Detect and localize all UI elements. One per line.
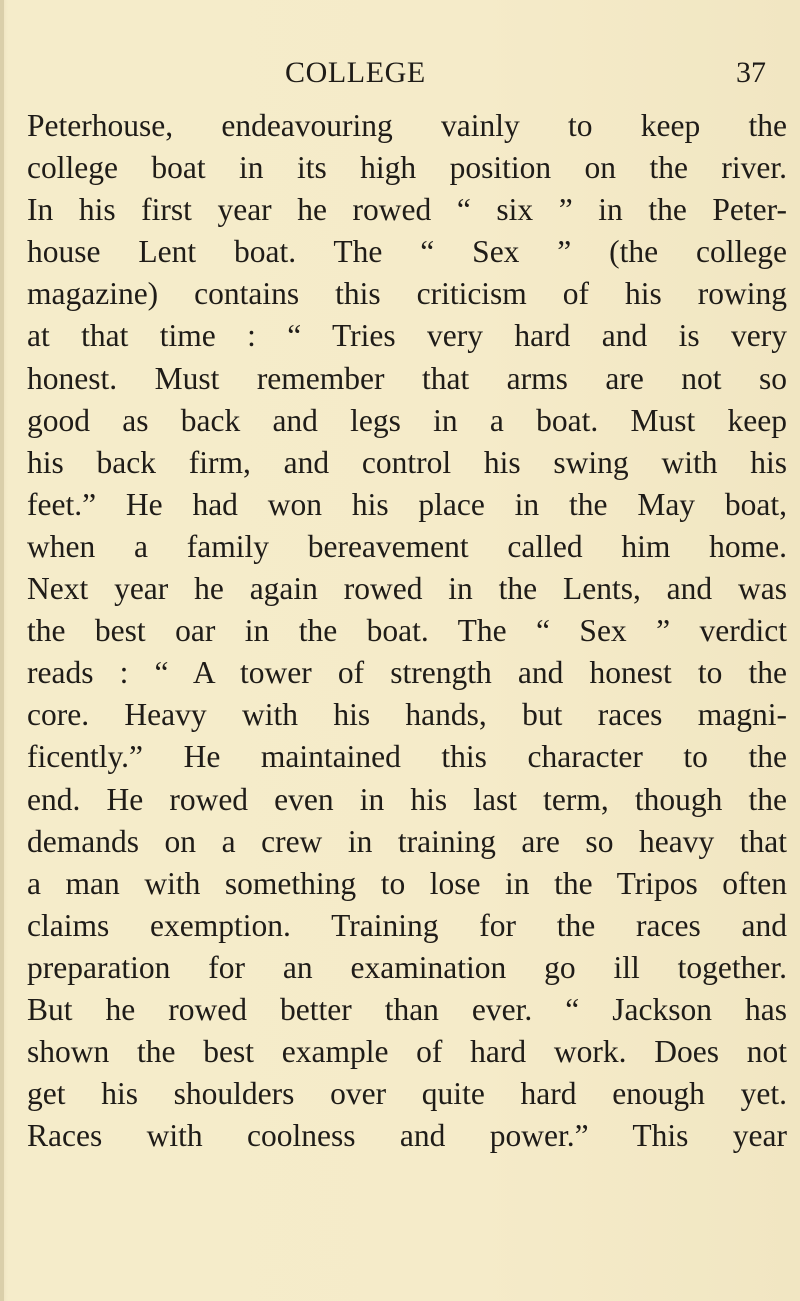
page-left-edge bbox=[0, 0, 4, 1301]
text-line: end. He rowed even in his last term, though the bbox=[27, 781, 787, 817]
text-line: good as back and legs in a boat. Must keep bbox=[27, 402, 787, 438]
text-line: magazine) contains this criticism of his rowing bbox=[27, 276, 787, 312]
text-line: get his shoulders over quite hard enough yet. bbox=[27, 1076, 787, 1112]
page-header bbox=[0, 52, 800, 92]
text-line: college boat in its high position on the river. bbox=[27, 150, 787, 186]
body-text bbox=[27, 105, 787, 1157]
text-line: house Lent boat. The “ Sex ” (the college bbox=[27, 234, 787, 270]
page-number: 37 bbox=[736, 56, 766, 89]
text-line: In his first year he rowed “ six ” in the Peter- bbox=[27, 192, 787, 228]
text-line: core. Heavy with his hands, but races magni- bbox=[27, 697, 787, 733]
text-line: But he rowed better than ever. “ Jackson has bbox=[27, 991, 787, 1027]
text-line: when a family bereavement called him home. bbox=[27, 528, 787, 564]
text-line: a man with something to lose in the Tripos often bbox=[27, 865, 787, 901]
text-line: his back firm, and control his swing with his bbox=[27, 444, 787, 480]
text-line: Peterhouse, endeavouring vainly to keep the bbox=[27, 108, 787, 143]
text-line: the best oar in the boat. The “ Sex ” verdict bbox=[27, 613, 787, 649]
text-line: shown the best example of hard work. Does not bbox=[27, 1034, 787, 1070]
text-line: at that time : “ Tries very hard and is very bbox=[27, 318, 787, 354]
text-line: reads : “ A tower of strength and honest to the bbox=[27, 655, 787, 691]
text-line: claims exemption. Training for the races and bbox=[27, 907, 787, 943]
text-line: ficently.” He maintained this character to the bbox=[27, 739, 787, 775]
text-line: preparation for an examination go ill together. bbox=[27, 949, 787, 985]
text-line: Races with coolness and power.” This year bbox=[27, 1118, 787, 1154]
text-line: Next year he again rowed in the Lents, and was bbox=[27, 571, 787, 607]
text-line: demands on a crew in training are so heavy that bbox=[27, 823, 787, 859]
running-head: COLLEGE bbox=[285, 56, 426, 89]
text-line: honest. Must remember that arms are not so bbox=[27, 360, 787, 396]
text-line: feet.” He had won his place in the May boat, bbox=[27, 486, 787, 522]
